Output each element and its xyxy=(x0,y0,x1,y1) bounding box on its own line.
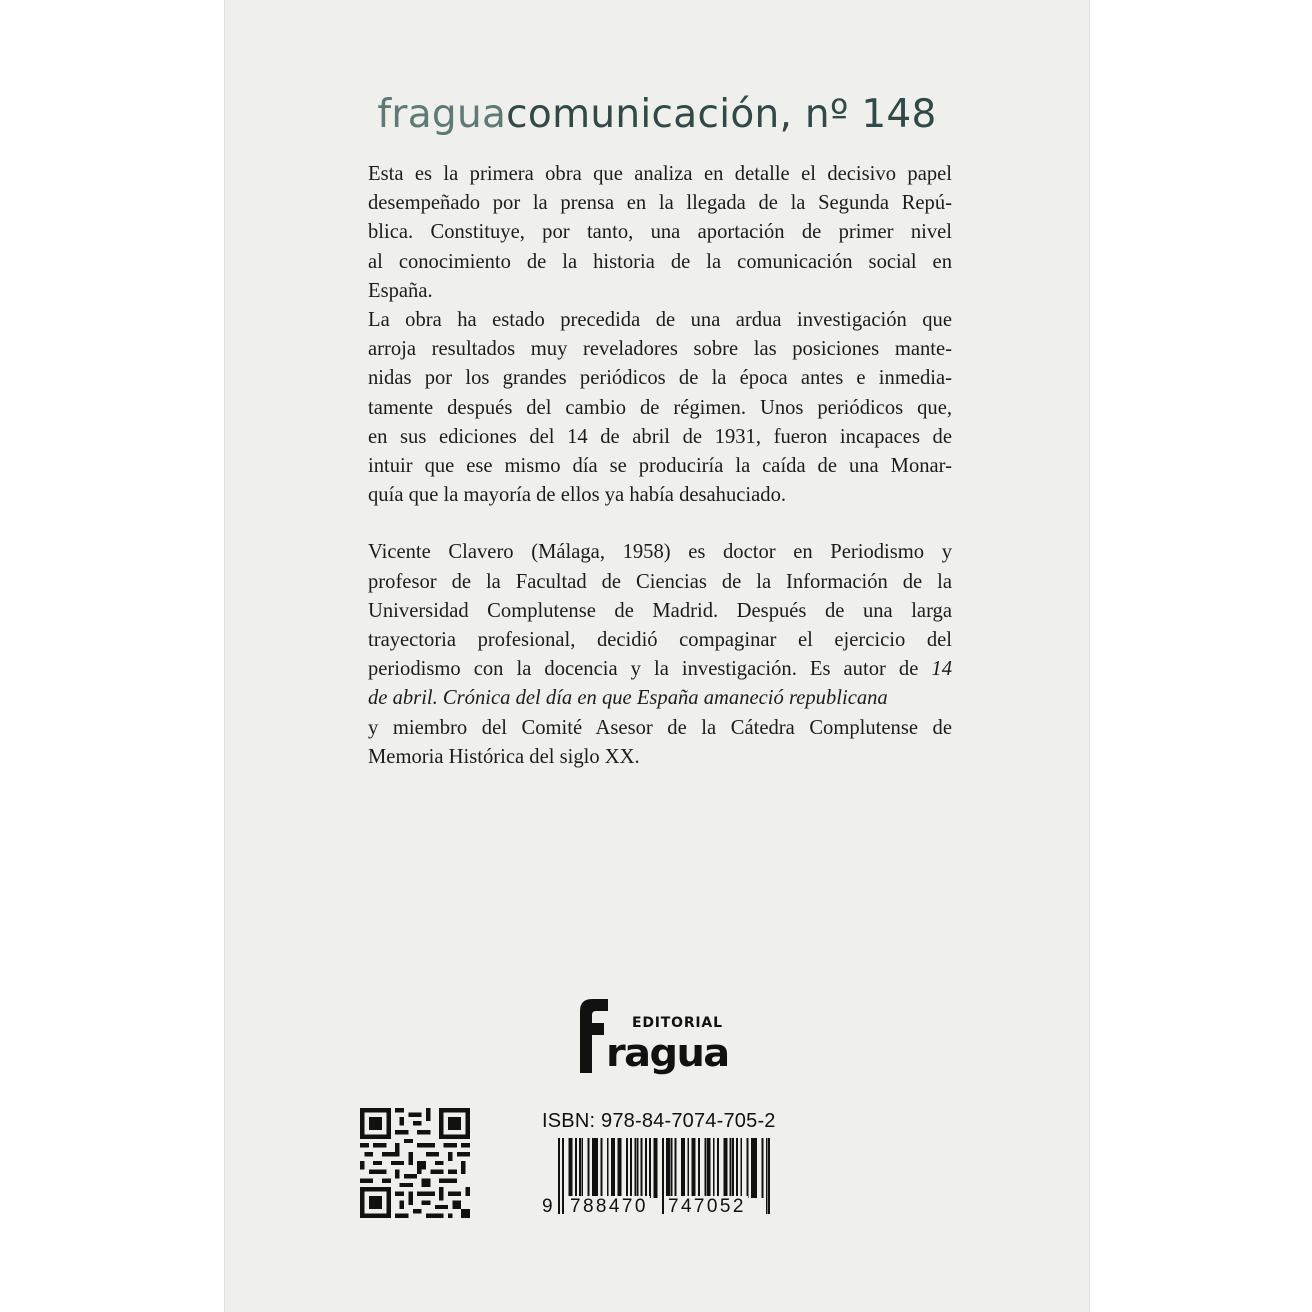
barcode-bar xyxy=(581,1138,583,1198)
text-line: nidas por los grandes periódicos de la época antes e inmedia- xyxy=(368,367,952,390)
barcode-bar xyxy=(732,1138,734,1198)
barcode-bar xyxy=(562,1138,564,1214)
bio-text: periodismo con la docencia y la investigación. Es autor de xyxy=(368,658,932,681)
barcode-bar xyxy=(558,1138,560,1214)
barcode-first-digit: 9 xyxy=(542,1196,553,1217)
barcode-bar xyxy=(613,1138,615,1198)
barcode-bar xyxy=(713,1138,715,1198)
book-title-part: 14 xyxy=(931,658,952,681)
barcode-bar xyxy=(649,1138,651,1198)
barcode-bar xyxy=(725,1138,727,1198)
barcode-bar xyxy=(571,1138,573,1198)
text-line: Memoria Histórica del siglo XX. xyxy=(368,745,640,768)
barcode-bar xyxy=(600,1138,602,1198)
barcode-bar xyxy=(653,1138,655,1198)
text-line: España. xyxy=(368,279,433,302)
barcode-bar xyxy=(592,1138,594,1198)
text-line: quía que la mayoría de ellos ya había desahuciado. xyxy=(368,484,787,507)
barcode-bar xyxy=(641,1138,643,1198)
text-line: en sus ediciones del 14 de abril de 1931, fueron incapaces de xyxy=(368,425,952,448)
text-line: Universidad Complutense de Madrid. Después de una larga xyxy=(368,599,952,622)
barcode-bar xyxy=(611,1138,613,1198)
text-line: y miembro del Comité Asesor de la Cátedra Complutense de xyxy=(368,716,952,739)
text-line: Esta es la primera obra que analiza en detalle el decisivo papel xyxy=(368,163,952,185)
barcode-bar xyxy=(662,1138,664,1214)
text-line: La obra ha estado precedida de una ardua investigación que xyxy=(368,309,952,332)
barcode-bar xyxy=(619,1138,621,1198)
qr-code xyxy=(360,1108,470,1218)
barcode-bar xyxy=(751,1138,753,1198)
barcode-bar xyxy=(681,1138,683,1198)
barcode-bar xyxy=(594,1138,596,1198)
book-back-cover xyxy=(224,0,1090,1312)
publisher-label: EDITORIAL xyxy=(632,1015,723,1031)
barcode-bar xyxy=(588,1138,590,1198)
text-line: blica. Constituye, por tanto, una aportación de primer nivel xyxy=(368,221,952,244)
barcode-bar xyxy=(768,1138,770,1214)
barcode-bar xyxy=(730,1138,732,1198)
series-brand: fragua xyxy=(377,92,507,137)
synopsis-paragraph-2 xyxy=(368,306,952,510)
barcode-bar xyxy=(762,1138,764,1198)
barcode-bar xyxy=(579,1138,581,1198)
barcode-group-2: 747052 xyxy=(668,1196,746,1217)
barcode-bar xyxy=(634,1138,636,1198)
barcode-bar xyxy=(709,1138,711,1198)
book-title-part: de abril. Crónica del día en que España amaneció republicana xyxy=(368,687,888,710)
barcode-bar xyxy=(575,1138,577,1198)
text-line: trayectoria profesional, decidió compaginar el ejercicio del xyxy=(368,629,952,652)
text-line: desempeñado por la prensa en la llegada de la Segunda Repú- xyxy=(368,192,952,215)
barcode-bar xyxy=(636,1138,638,1198)
barcode-bar xyxy=(645,1138,647,1198)
barcode-bar xyxy=(617,1138,619,1198)
barcode-bar xyxy=(675,1138,677,1198)
barcode-bar xyxy=(698,1138,700,1198)
barcode-bar xyxy=(626,1138,628,1198)
publisher-f-glyph xyxy=(576,997,610,1073)
series-title xyxy=(224,92,1090,137)
barcode-bar xyxy=(670,1138,672,1198)
barcode-bar xyxy=(723,1138,725,1198)
publisher-logo xyxy=(576,997,729,1077)
barcode-bar xyxy=(753,1138,755,1198)
text-line: Vicente Clavero (Málaga, 1958) es doctor en Periodismo y xyxy=(368,541,952,564)
author-bio xyxy=(368,538,952,772)
barcode-bar xyxy=(755,1138,757,1198)
barcode-bar xyxy=(706,1138,708,1198)
barcode-bar xyxy=(704,1138,706,1198)
text-block xyxy=(368,160,952,772)
isbn-label: ISBN: 978-84-7074-705-2 xyxy=(542,1110,776,1132)
text-line: arroja resultados muy reveladores sobre las posiciones mante- xyxy=(368,338,952,361)
text-line: al conocimiento de la historia de la comunicación social en xyxy=(368,250,952,273)
paragraph-spacer xyxy=(368,510,952,538)
barcode-bar xyxy=(717,1138,719,1198)
barcode-bar xyxy=(747,1138,749,1198)
synopsis-paragraph-1 xyxy=(368,160,952,306)
barcode-bar xyxy=(569,1138,571,1198)
text-line: intuir que ese mismo día se produciría la caída de una Monar- xyxy=(368,455,952,478)
barcode-bar xyxy=(607,1138,609,1198)
barcode-bar xyxy=(656,1138,658,1198)
series-number: comunicación, nº 148 xyxy=(506,92,937,137)
barcode-bar xyxy=(596,1138,598,1198)
barcode-bar xyxy=(668,1138,670,1198)
barcode-bar xyxy=(766,1138,768,1214)
barcode-bar xyxy=(630,1138,632,1198)
barcode-bar xyxy=(687,1138,689,1198)
barcode-bar xyxy=(740,1138,742,1198)
text-line: profesor de la Facultad de Ciencias de la Información de la xyxy=(368,570,952,593)
barcode-bar xyxy=(694,1138,696,1198)
barcode-group-1: 788470 xyxy=(570,1196,648,1217)
barcode-bar xyxy=(736,1138,738,1198)
text-line xyxy=(368,655,952,684)
text-line xyxy=(368,684,952,713)
barcode-bar xyxy=(683,1138,685,1198)
publisher-name: ragua xyxy=(606,1031,729,1075)
text-line: tamente después del cambio de régimen. Unos periódicos que, xyxy=(368,396,952,419)
barcode-bar xyxy=(692,1138,694,1198)
